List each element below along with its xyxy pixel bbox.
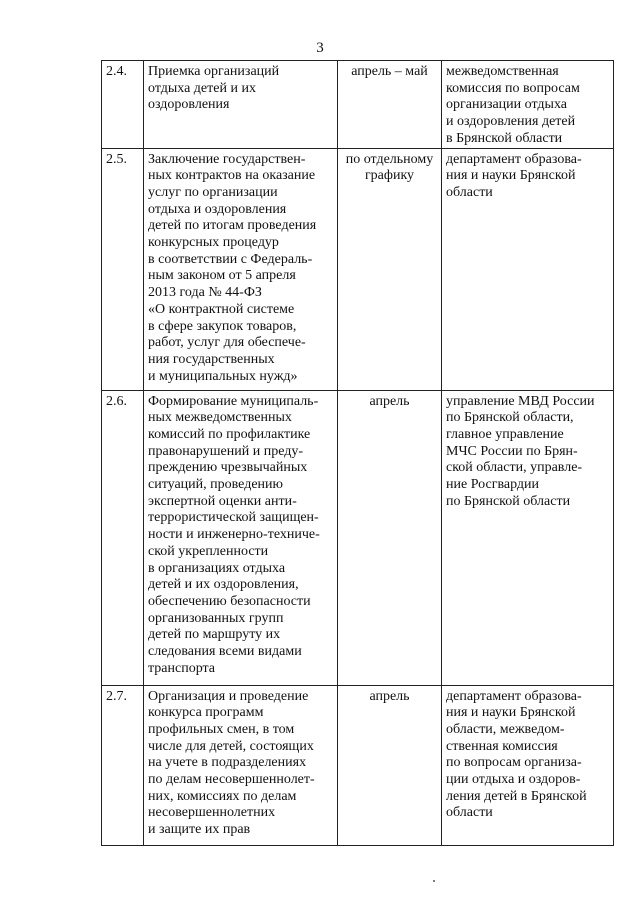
deadline-text: по отдельному: [345, 151, 434, 167]
row-number: 2.6.: [102, 390, 144, 685]
responsible-text: по Брянской области: [446, 493, 571, 509]
deadline-cell: [338, 685, 442, 845]
event-text: Формирование муниципаль-: [148, 393, 319, 409]
event-text: конкурса программ: [148, 705, 264, 721]
deadline-cell: [338, 390, 442, 685]
responsible-text: межведомственная: [446, 64, 559, 79]
event-text: ных межведомственных: [148, 410, 292, 426]
event-text: ным законом от 5 апреля: [148, 268, 296, 284]
table-row: [102, 148, 614, 390]
responsible-cell: [442, 61, 614, 149]
event-text: правонарушений и преду-: [148, 443, 304, 459]
deadline-cell: [338, 148, 442, 390]
responsible-text: ской области, управле-: [446, 460, 583, 476]
responsible-text: МЧС России по Брян-: [446, 443, 578, 459]
event-cell: [144, 61, 338, 149]
event-text: детей и их оздоровления,: [148, 577, 299, 593]
responsible-text: департамент образова-: [446, 688, 582, 704]
event-text: и муниципальных нужд»: [148, 368, 298, 384]
event-text: работ, услуг для обеспече-: [148, 335, 306, 351]
table-row: [102, 61, 614, 149]
responsible-text: ственная комиссия: [446, 738, 558, 754]
responsible-cell: [442, 390, 614, 685]
event-text: отдыха детей и их: [148, 80, 256, 96]
responsible-cell: [442, 148, 614, 390]
event-text: ской укрепленности: [148, 543, 269, 559]
event-text: следования всеми видами: [148, 644, 302, 660]
event-text: в сфере закупок товаров,: [148, 318, 297, 334]
responsible-text: организации отдыха: [446, 97, 567, 113]
event-text: террористической защищен-: [148, 510, 319, 526]
event-text: транспорта: [148, 660, 216, 676]
scan-speck: [433, 880, 435, 882]
event-text: числе для детей, состоящих: [148, 738, 314, 754]
responsible-text: области: [446, 805, 493, 821]
responsible-text: по Брянской области,: [446, 410, 574, 426]
event-text: Заключение государствен-: [148, 151, 306, 167]
event-text: Приемка организаций: [148, 64, 280, 79]
event-text: экспертной оценки анти-: [148, 493, 297, 509]
event-text: комиссий по профилактике: [148, 426, 311, 442]
responsible-text: управление МВД России: [446, 393, 595, 409]
row-number: 2.7.: [102, 685, 144, 845]
responsible-text: по вопросам организа-: [446, 755, 582, 771]
event-text: конкурсных процедур: [148, 235, 279, 251]
event-text: профильных смен, в том: [148, 721, 295, 737]
event-text: преждению чрезвычайных: [148, 460, 308, 476]
responsible-text: и оздоровления детей: [446, 114, 576, 130]
responsible-text: области: [446, 184, 493, 200]
deadline-text: апрель: [369, 393, 410, 409]
responsible-text: главное управление: [446, 426, 564, 442]
responsible-text: департамент образова-: [446, 151, 582, 167]
responsible-text: комиссия по вопросам: [446, 80, 580, 96]
responsible-text: ции отдыха и оздоров-: [446, 772, 581, 788]
event-text: ситуаций, проведению: [148, 477, 283, 493]
event-text: организованных групп: [148, 610, 284, 626]
event-text: отдыха и оздоровления: [148, 201, 287, 217]
responsible-text: области, межведом-: [446, 721, 565, 737]
responsible-cell: [442, 685, 614, 845]
plan-table: [101, 60, 614, 846]
deadline-cell: [338, 61, 442, 149]
event-text: в соответствии с Федераль-: [148, 251, 313, 267]
event-cell: [144, 390, 338, 685]
event-text: услуг по организации: [148, 184, 278, 200]
responsible-text: ние Росгвардии: [446, 477, 540, 493]
event-text: ности и инженерно-техниче-: [148, 527, 320, 543]
event-text: и защите их прав: [148, 822, 251, 838]
event-cell: [144, 148, 338, 390]
event-text: 2013 года № 44-ФЗ: [148, 285, 262, 301]
page-number: 3: [316, 40, 324, 56]
deadline-text: апрель: [369, 688, 410, 704]
event-text: ния государственных: [148, 351, 275, 367]
event-text: них, комиссиях по делам: [148, 788, 297, 804]
event-text: ных контрактов на оказание: [148, 168, 316, 184]
event-text: детей по маршруту их: [148, 627, 281, 643]
event-text: «О контрактной системе: [148, 301, 295, 317]
deadline-text: графику: [364, 168, 415, 184]
event-text: в организациях отдыха: [148, 560, 286, 576]
responsible-text: в Брянской области: [446, 130, 563, 146]
row-number: 2.4.: [102, 61, 144, 149]
responsible-text: ления детей в Брянской: [446, 788, 587, 804]
table-row: [102, 685, 614, 845]
row-number: 2.5.: [102, 148, 144, 390]
event-text: обеспечению безопасности: [148, 593, 311, 609]
deadline-text: апрель – май: [351, 64, 428, 79]
event-text: оздоровления: [148, 97, 230, 113]
event-text: по делам несовершеннолет-: [148, 772, 315, 788]
event-text: детей по итогам проведения: [148, 218, 317, 234]
responsible-text: ния и науки Брянской: [446, 705, 576, 721]
event-text: несовершеннолетних: [148, 805, 276, 821]
responsible-text: ния и науки Брянской: [446, 168, 576, 184]
table-row: [102, 390, 614, 685]
event-cell: [144, 685, 338, 845]
event-text: Организация и проведение: [148, 688, 309, 704]
event-text: на учете в подразделениях: [148, 755, 307, 771]
